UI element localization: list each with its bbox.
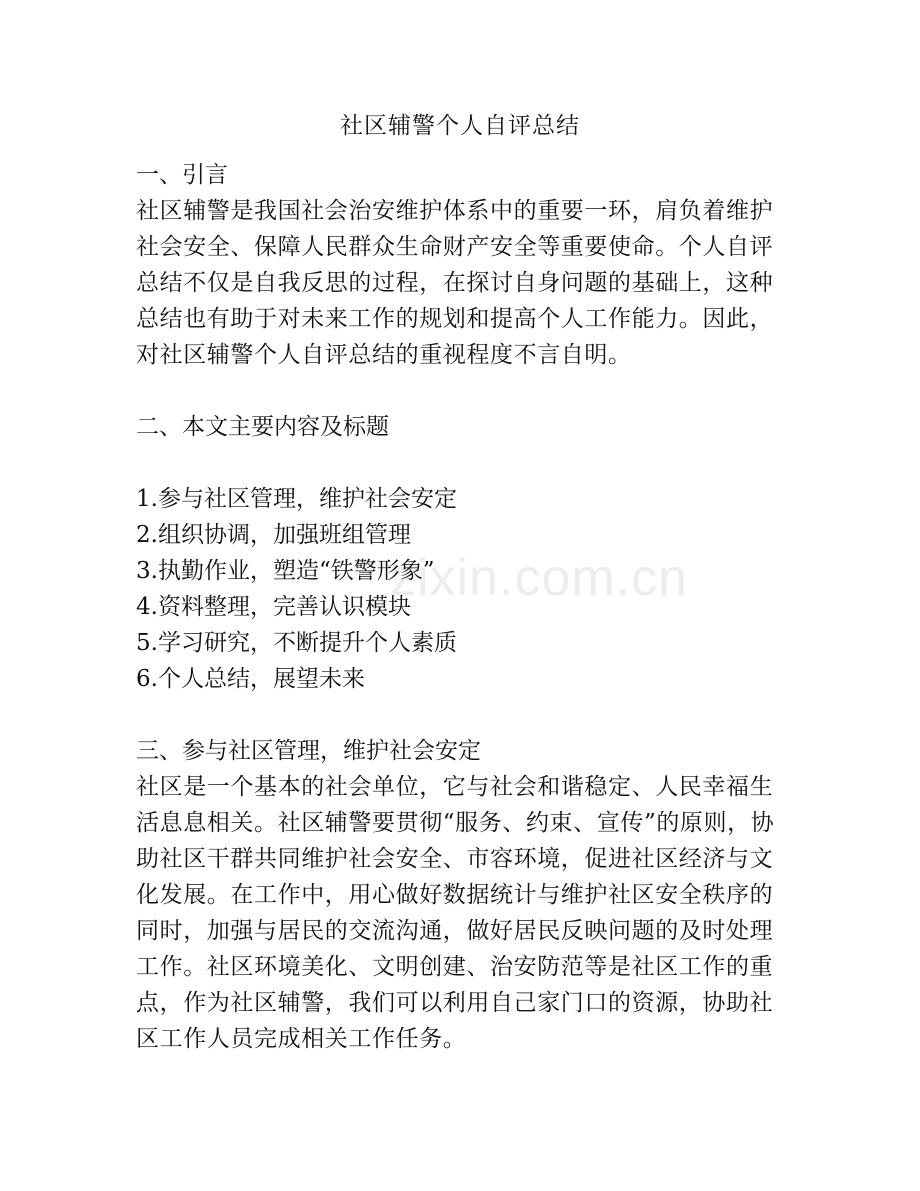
section-heading-community: 三、参与社区管理，维护社会安定 xyxy=(136,738,481,764)
section-intro-paragraph xyxy=(136,193,796,373)
watermark: zixin.com.cn xyxy=(390,549,689,607)
spacer xyxy=(136,373,796,409)
spacer xyxy=(136,697,796,733)
contents-list xyxy=(136,481,796,697)
list-item: 5.学习研究，不断提升个人素质 xyxy=(136,630,457,656)
paragraph-line: 点，作为社区辅警，我们可以利用自己家门口的资源，协助社 xyxy=(136,990,774,1016)
paragraph-line: 社区辅警是我国社会治安维护体系中的重要一环，肩负着维护 xyxy=(136,198,774,224)
paragraph-line: 化发展。在工作中，用心做好数据统计与维护社区安全秩序的 xyxy=(136,882,774,908)
section-heading-contents: 二、本文主要内容及标题 xyxy=(136,414,389,440)
paragraph-line: 总结不仅是自我反思的过程，在探讨自身问题的基础上，这种 xyxy=(136,270,774,296)
document-body xyxy=(136,157,796,1057)
list-item: 2.组织协调，加强班组管理 xyxy=(136,522,411,548)
paragraph-line: 工作。社区环境美化、文明创建、治安防范等是社区工作的重 xyxy=(136,954,774,980)
paragraph-line: 社会安全、保障人民群众生命财产安全等重要使命。个人自评 xyxy=(136,234,774,260)
paragraph-line: 区工作人员完成相关工作任务。 xyxy=(136,1026,467,1052)
paragraph-line: 对社区辅警个人自评总结的重视程度不言自明。 xyxy=(136,342,632,368)
list-item: 1.参与社区管理，维护社会安定 xyxy=(136,486,457,512)
paragraph-line: 活息息相关。社区辅警要贯彻“服务、约束、宣传”的原则，协 xyxy=(136,810,775,836)
paragraph-line: 社区是一个基本的社会单位，它与社会和谐稳定、人民幸福生 xyxy=(136,774,774,800)
section-community-paragraph xyxy=(136,769,796,1057)
paragraph-line: 同时，加强与居民的交流沟通，做好居民反映问题的及时处理 xyxy=(136,918,774,944)
paragraph-line: 助社区干群共同维护社会安全、市容环境，促进社区经济与文 xyxy=(136,846,774,872)
list-item: 4.资料整理，完善认识模块 xyxy=(136,594,411,620)
document-title: 社区辅警个人自评总结 xyxy=(340,113,580,139)
spacer xyxy=(136,445,796,481)
list-item: 6.个人总结，展望未来 xyxy=(136,666,365,692)
paragraph-line: 总结也有助于对未来工作的规划和提高个人工作能力。因此， xyxy=(136,306,774,332)
section-heading-intro: 一、引言 xyxy=(136,162,228,188)
list-item: 3.执勤作业，塑造“铁警形象” xyxy=(136,558,435,584)
